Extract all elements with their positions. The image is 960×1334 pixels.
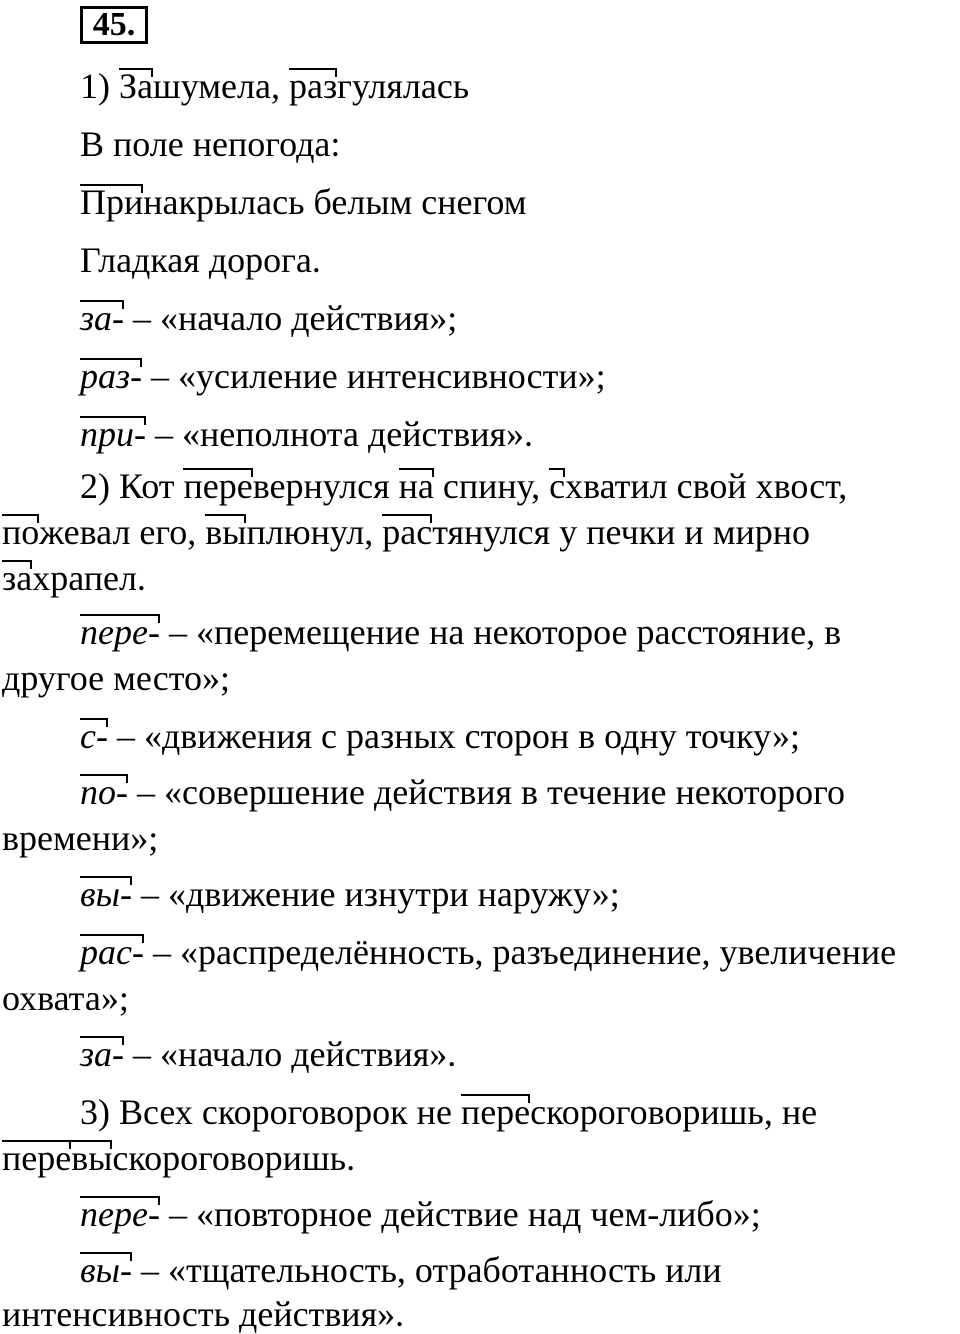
exercise-number: 45. — [80, 6, 148, 44]
definition-text: другое место»; — [2, 658, 231, 698]
definition-line-continued — [2, 658, 230, 698]
prefix-term: при- — [80, 414, 146, 454]
definition-line — [80, 716, 800, 756]
poem-line — [80, 182, 526, 222]
definition-line — [80, 1034, 456, 1074]
prefix-mark: За — [119, 66, 154, 106]
definition-line — [80, 874, 620, 914]
prefix-mark: вы — [71, 1138, 113, 1178]
prefix-mark: раз — [288, 66, 338, 106]
sentence-line — [2, 558, 146, 598]
definition-text: – «движение изнутри наружу»; — [132, 874, 620, 914]
definition-text: – «начало действия». — [124, 1034, 457, 1074]
definition-line — [80, 772, 845, 812]
text-segment: вернулся — [252, 466, 399, 506]
definition-text: – «движения с разных сторон в одну точку»; — [107, 716, 801, 756]
text-segment: тянулся у печки и мирно — [432, 512, 811, 552]
text-segment: спину, — [433, 466, 550, 506]
prefix-mark: рас — [382, 512, 433, 552]
text-segment: 2) Кот — [80, 466, 184, 506]
prefix-term: рас- — [80, 932, 144, 972]
definition-text: охвата»; — [2, 978, 129, 1018]
text-segment: Гладкая дорога. — [80, 240, 321, 280]
sentence-line — [2, 512, 810, 552]
prefix-term: за- — [80, 298, 125, 338]
prefix-mark: за — [2, 558, 33, 598]
definition-line — [80, 932, 896, 972]
prefix-term: пере- — [80, 612, 160, 652]
definition-text: времени»; — [2, 818, 159, 858]
definition-line — [80, 356, 606, 396]
text-segment: В поле непогода: — [80, 124, 341, 164]
sentence-line — [80, 466, 847, 506]
poem-line — [80, 240, 321, 280]
definition-text: – «распределённость, разъединение, увеличение — [143, 932, 897, 972]
text-segment: гулялась — [337, 66, 470, 106]
definition-text: – «перемещение на некоторое расстояние, в — [159, 612, 842, 652]
prefix-term: с- — [80, 716, 108, 756]
text-segment: шумела, — [153, 66, 289, 106]
text-segment: 1) — [80, 66, 119, 106]
definition-text: – «усиление интенсивности»; — [142, 356, 606, 396]
definition-line — [80, 298, 457, 338]
definition-line — [80, 612, 841, 652]
sentence-line — [80, 1092, 817, 1132]
poem-line — [80, 124, 340, 164]
definition-line-continued — [2, 978, 129, 1018]
prefix-mark: пере — [2, 1138, 72, 1178]
definition-line — [80, 1250, 722, 1290]
prefix-mark: пере — [460, 1092, 531, 1132]
text-segment: храпел. — [32, 558, 146, 598]
definition-text: интенсивность действия». — [2, 1294, 405, 1334]
prefix-mark: по — [2, 512, 40, 552]
prefix-term: вы- — [80, 1250, 132, 1290]
text-segment: скороговоришь. — [112, 1138, 356, 1178]
prefix-mark: пере — [183, 466, 253, 506]
definition-text: – «неполнота действия». — [146, 414, 534, 454]
prefix-term: пере- — [80, 1194, 160, 1234]
definition-text: – «совершение действия в течение некоторого — [128, 772, 846, 812]
definition-line — [80, 1194, 761, 1234]
prefix-term: вы- — [80, 874, 132, 914]
prefix-mark: с — [549, 466, 566, 506]
text-segment: хватил свой хвост, — [565, 466, 848, 506]
definition-text: – «повторное действие над чем-либо»; — [159, 1194, 761, 1234]
prefix-term: раз- — [80, 356, 143, 396]
prefix-mark: При — [80, 182, 144, 222]
poem-line — [80, 66, 469, 106]
prefix-mark: на — [398, 466, 434, 506]
definition-line — [80, 414, 533, 454]
definition-text: – «начало действия»; — [124, 298, 458, 338]
prefix-mark: вы — [205, 512, 247, 552]
text-segment: жевал его, — [39, 512, 206, 552]
text-segment: скороговоришь, не — [530, 1092, 818, 1132]
prefix-term: по- — [80, 772, 128, 812]
text-segment: плюнул, — [246, 512, 383, 552]
definition-line-continued — [2, 1294, 404, 1334]
prefix-term: за- — [80, 1034, 125, 1074]
sentence-line — [2, 1138, 355, 1178]
definition-line-continued — [2, 818, 158, 858]
text-segment: накрылась белым снегом — [143, 182, 527, 222]
definition-text: – «тщательность, отработанность или — [132, 1250, 722, 1290]
text-segment: 3) Всех скороговорок не — [80, 1092, 461, 1132]
